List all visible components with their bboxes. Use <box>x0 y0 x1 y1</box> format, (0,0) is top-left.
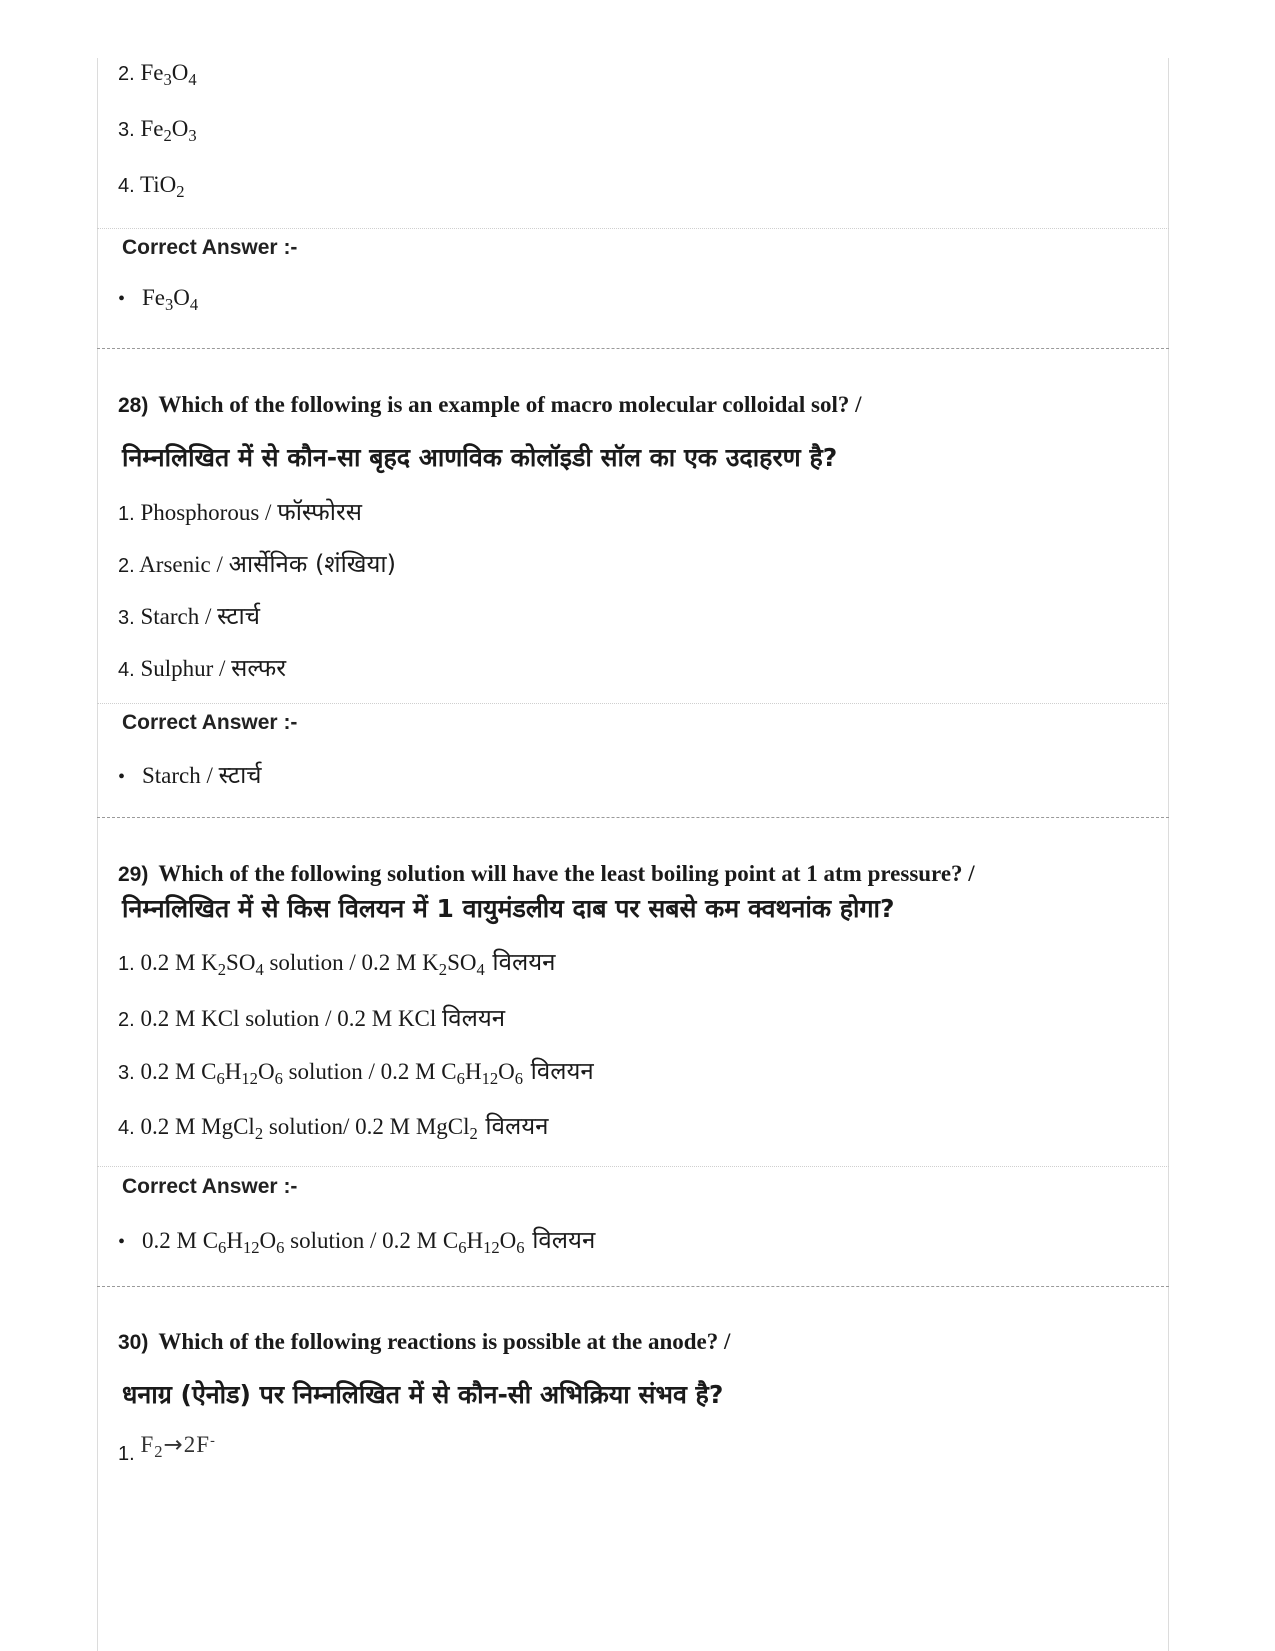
prev-option-2: 2. $Fe_3O_4$ <box>118 60 197 89</box>
correct-answer-label: Correct Answer :- <box>122 1175 298 1198</box>
correct-answer-label: Correct Answer :- <box>122 711 298 734</box>
reaction-formula: $F_2\to 2F^-$ <box>140 1432 216 1461</box>
question-28-hindi: निम्नलिखित में से कौन-सा बृहद आणविक कोलॉइडी सॉल का एक उदाहरण है? <box>122 443 838 472</box>
q28-option-2: 2. Arsenic / आर्सेनिक (शंखिया) <box>118 550 396 578</box>
question-separator <box>97 1286 1169 1287</box>
question-30-english: 30) Which of the following reactions is possible at the anode? / <box>118 1329 731 1354</box>
q28-option-3: 3. Starch / स्टार्च <box>118 602 260 630</box>
q29-option-1: 1. 0.2 M $K_2SO_4$ solution / 0.2 M $K_2SO_4$ विलयन <box>118 948 556 979</box>
question-separator <box>97 817 1169 818</box>
divider <box>97 703 1169 704</box>
question-30-hindi: धनाग्र (ऐनोड) पर निम्नलिखित में से कौन-सी अभिक्रिया संभव है? <box>122 1380 724 1409</box>
q29-option-4: 4. 0.2 M MgCl$_2$ solution/ 0.2 M MgCl$_2$ विलयन <box>118 1112 549 1143</box>
question-29-hindi: निम्नलिखित में से किस विलयन में 1 वायुमंडलीय दाब पर सबसे कम क्वथनांक होगा? <box>122 894 895 923</box>
correct-answer: • $Fe_3O_4$ <box>118 285 199 314</box>
page-frame <box>97 58 1169 1651</box>
divider <box>97 228 1169 229</box>
q28-option-1: 1. Phosphorous / फॉस्फोरस <box>118 498 363 526</box>
correct-answer-label: Correct Answer :- <box>122 236 298 259</box>
prev-option-3: 3. $Fe_2O_3$ <box>118 116 197 145</box>
q30-option-1: 1. $F_2\to 2F^-$ <box>118 1432 216 1465</box>
divider <box>97 1166 1169 1167</box>
question-29-english: 29) Which of the following solution will have the least boiling point at 1 atm pressure? / <box>118 861 975 886</box>
q29-option-3: 3. 0.2 M $C_6H_{12}O_6$ solution / 0.2 M $C_6H_{12}O_6$ विलयन <box>118 1057 594 1088</box>
question-28-english: 28) Which of the following is an example of macro molecular colloidal sol? / <box>118 392 862 417</box>
q28-option-4: 4. Sulphur / सल्फर <box>118 654 287 682</box>
correct-answer: • Starch / स्टार्च <box>118 761 262 789</box>
prev-option-4: 4. TiO$_2$ <box>118 172 185 201</box>
correct-answer: • 0.2 M $C_6H_{12}O_6$ solution / 0.2 M $C_6H_{12}O_6$ विलयन <box>118 1226 596 1257</box>
q29-option-2: 2. 0.2 M KCl solution / 0.2 M KCl विलयन <box>118 1004 506 1032</box>
question-separator <box>97 348 1169 349</box>
